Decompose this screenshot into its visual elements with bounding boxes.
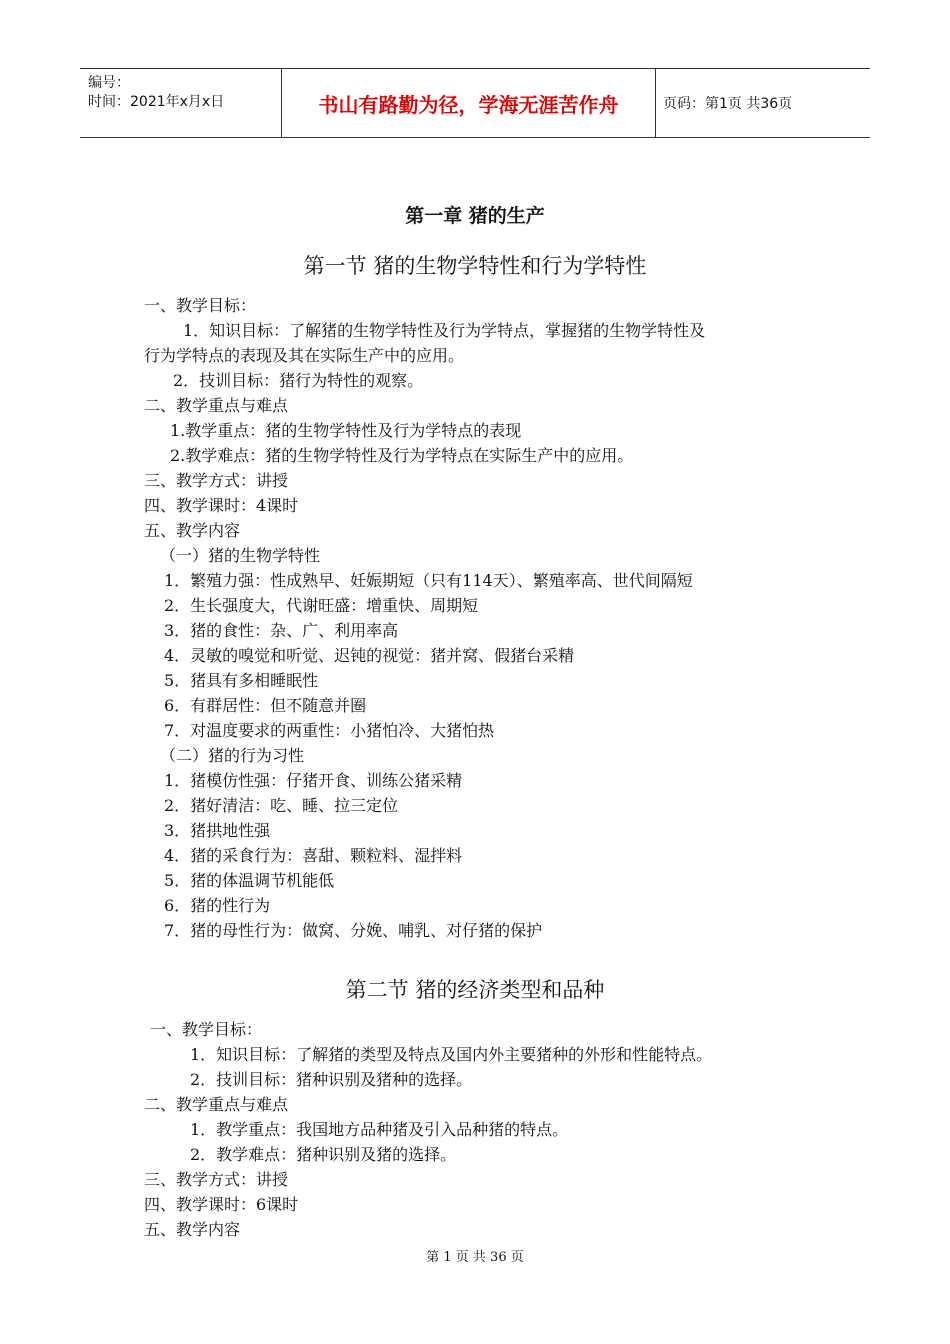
section-1-line: 1．繁殖力强：性成熟早、妊娠期短（只有114天）、繁殖率高、世代间隔短 xyxy=(164,571,693,590)
header-page-label: 页码：第1页 共36页 xyxy=(663,96,793,112)
section-1-line: （一）猪的生物学特性 xyxy=(160,546,321,565)
section-1-line: 4．猪的采食行为：喜甜、颗粒料、湿拌料 xyxy=(164,846,463,865)
section-1-line: （二）猪的行为习性 xyxy=(160,746,305,765)
header-meta xyxy=(80,69,280,137)
section-1-line: 2.教学难点：猪的生物学特性及行为学特点在实际生产中的应用。 xyxy=(170,446,634,465)
section-2-line: 一、教学目标： xyxy=(150,1020,263,1039)
section-1-line: 1．猪模仿性强：仔猪开食、训练公猪采精 xyxy=(164,771,463,790)
header-motto: 书山有路勤为径，学海无涯苦作舟 xyxy=(281,69,656,137)
section-2-line: 二、教学重点与难点 xyxy=(144,1095,289,1114)
section-1-line: 7．对温度要求的两重性：小猪怕冷、大猪怕热 xyxy=(164,721,495,740)
section-1-line: 2．生长强度大，代谢旺盛：增重快、周期短 xyxy=(164,596,479,615)
section-1-line: 6．有群居性：但不随意并圈 xyxy=(164,696,367,715)
section-1-line: 行为学特点的表现及其在实际生产中的应用。 xyxy=(144,346,465,365)
section-1-line: 3．猪的食性：杂、广、利用率高 xyxy=(164,621,399,640)
section-2-line: 三、教学方式：讲授 xyxy=(144,1170,289,1189)
chapter-title: 第一章 猪的生产 xyxy=(405,205,545,227)
page-header xyxy=(80,68,870,138)
document-number-label: 编号： xyxy=(88,75,130,91)
section-2-line: 四、教学课时：6课时 xyxy=(144,1195,299,1214)
section-1-line: 5．猪具有多相睡眠性 xyxy=(164,671,319,690)
section-2-title: 第二节 猪的经济类型和品种 xyxy=(345,978,605,1002)
section-1-line: 4．灵敏的嗅觉和听觉、迟钝的视觉：猪并窝、假猪台采精 xyxy=(164,646,575,665)
section-1-line: 5．猪的体温调节机能低 xyxy=(164,871,335,890)
section-1-line: 2．猪好清洁：吃、睡、拉三定位 xyxy=(164,796,399,815)
section-2-line: 2．教学难点：猪种识别及猪的选择。 xyxy=(190,1145,457,1164)
section-1-title: 第一节 猪的生物学特性和行为学特性 xyxy=(303,254,647,278)
section-2-line: 五、教学内容 xyxy=(144,1220,241,1239)
section-1-line: 四、教学课时：4课时 xyxy=(144,496,299,515)
document-date-label: 时间：2021年x月x日 xyxy=(88,94,225,110)
section-1-line: 3．猪拱地性强 xyxy=(164,821,271,840)
section-1-line: 一、教学目标： xyxy=(144,296,257,315)
section-1-line: 1.教学重点：猪的生物学特性及行为学特点的表现 xyxy=(170,421,522,440)
section-1-line: 二、教学重点与难点 xyxy=(144,396,289,415)
section-1-line: 7．猪的母性行为：做窝、分娩、哺乳、对仔猪的保护 xyxy=(164,921,543,940)
section-2-line: 2．技训目标：猪种识别及猪种的选择。 xyxy=(190,1070,473,1089)
section-1-line: 三、教学方式：讲授 xyxy=(144,471,289,490)
section-2-line: 1．教学重点：我国地方品种猪及引入品种猪的特点。 xyxy=(190,1120,569,1139)
section-1-line: 五、教学内容 xyxy=(144,521,241,540)
section-2-line: 1．知识目标：了解猪的类型及特点及国内外主要猪种的外形和性能特点。 xyxy=(190,1045,713,1064)
section-1-line: 6．猪的性行为 xyxy=(164,896,271,915)
section-1-line: 2．技训目标：猪行为特性的观察。 xyxy=(173,371,424,390)
page-footer: 第 1 页 共 36 页 xyxy=(426,1250,524,1265)
section-1-line: 1．知识目标：了解猪的生物学特性及行为学特点，掌握猪的生物学特性及 xyxy=(183,321,706,340)
